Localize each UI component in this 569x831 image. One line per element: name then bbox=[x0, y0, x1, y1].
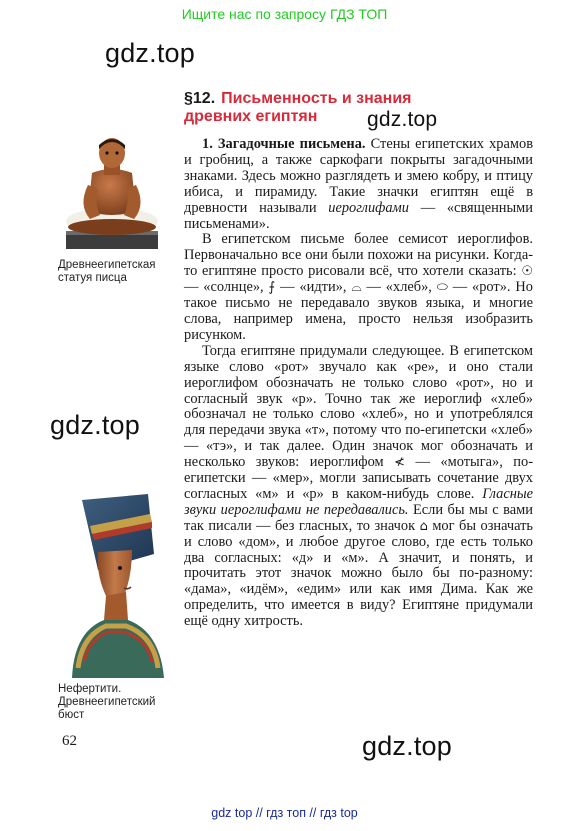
term-hieroglyphs: иероглифами bbox=[328, 199, 409, 216]
main-text bbox=[184, 137, 533, 630]
watermark: gdz.top bbox=[362, 731, 452, 761]
walk-hieroglyph-icon: ⨍ bbox=[268, 280, 276, 296]
house-hieroglyph-icon: ⌂ bbox=[419, 518, 428, 534]
watermark: gdz.top bbox=[105, 38, 195, 68]
top-search-hint[interactable]: Ищите нас по запросу ГДЗ ТОП bbox=[181, 6, 388, 22]
subsection-title: 1. Загадочные письмена. bbox=[202, 136, 366, 152]
scribe-caption: Древнеегипетская статуя писца bbox=[58, 259, 156, 284]
paragraph-3: Тогда египтяне придумали следующее. В египетском языке слово «рот» звучало как «ре», и оно стали иероглифом обозначать не только слово «рот», но и согласный звук «р». Точно так же иероглиф «хлеб» обозначал не только слово «хлеб», но и употреблялся для передачи звука «т», потому что по-египетски «хлеб» — «тэ», и так далее. Один значок мог обозначать и несколько звуков: иероглифом ≮ — «мотыга», по-египетски — «мер», могли записывать сочетание двух согласных «м» и «р» в каком-нибудь слове. Гласные звуки иероглифами не передавались. Если бы мы с вами так писали — без гласных, то значок ⌂ мог бы означать и слово «дом», и любое другое слово, где есть только два согласных: «д» и «м». А значит, и понять, и прочитать этот значок можно было бы по-разному: «дама», «идём», «едим» или как имя Дима. Как же определить, что имеется в виду? Египтяне придумали ещё одну хитрость. bbox=[184, 342, 533, 630]
section-title-line2: древних египтян bbox=[184, 108, 318, 125]
hoe-hieroglyph-icon: ≮ bbox=[394, 455, 406, 471]
page-number: 62 bbox=[62, 733, 77, 749]
watermark: gdz.top bbox=[50, 410, 140, 440]
section-heading bbox=[184, 90, 474, 126]
bottom-links[interactable]: gdz top // гдз топ // гдз top bbox=[211, 806, 358, 820]
nefertiti-bust-image bbox=[68, 492, 168, 680]
bread-hieroglyph-icon: ⌓ bbox=[351, 280, 362, 296]
paragraph-2: В египетском письме более семисот иероглифов. Первоначально все они были похожи на рисунки. Когда-то египтяне просто рисовали всё, что хотели сказать: ☉ — «солнце», ⨍ — «идти», ⌓ — «хлеб», ⬭ — «рот». Но такое письмо не передавало звуков языка, и многие слова, например имена, просто нельзя изобразить рисунком. bbox=[184, 231, 533, 343]
paragraph-1: 1. Загадочные письмена. Стены египетских храмов и гробниц, а также саркофаги покрыты загадочными знаками. Здесь можно разглядеть и змею кобру, и птицу ибиса, и пирамиду. Такие значки египтян ещё в древности называли иероглифами — «священными письменами». bbox=[184, 136, 533, 232]
mouth-hieroglyph-icon: ⬭ bbox=[436, 280, 448, 296]
section-title-line1: Письменность и знания bbox=[221, 90, 412, 107]
nefertiti-caption: Нефертити. Древнеегипетский бюст bbox=[58, 683, 156, 721]
emphasis-vowels: Гласные звуки иероглифами не передавались. bbox=[184, 485, 533, 518]
section-number: §12. bbox=[184, 90, 216, 107]
scribe-statue-image bbox=[60, 135, 165, 253]
sun-hieroglyph-icon: ☉ bbox=[521, 264, 533, 280]
watermark: gdz.top bbox=[367, 108, 438, 131]
